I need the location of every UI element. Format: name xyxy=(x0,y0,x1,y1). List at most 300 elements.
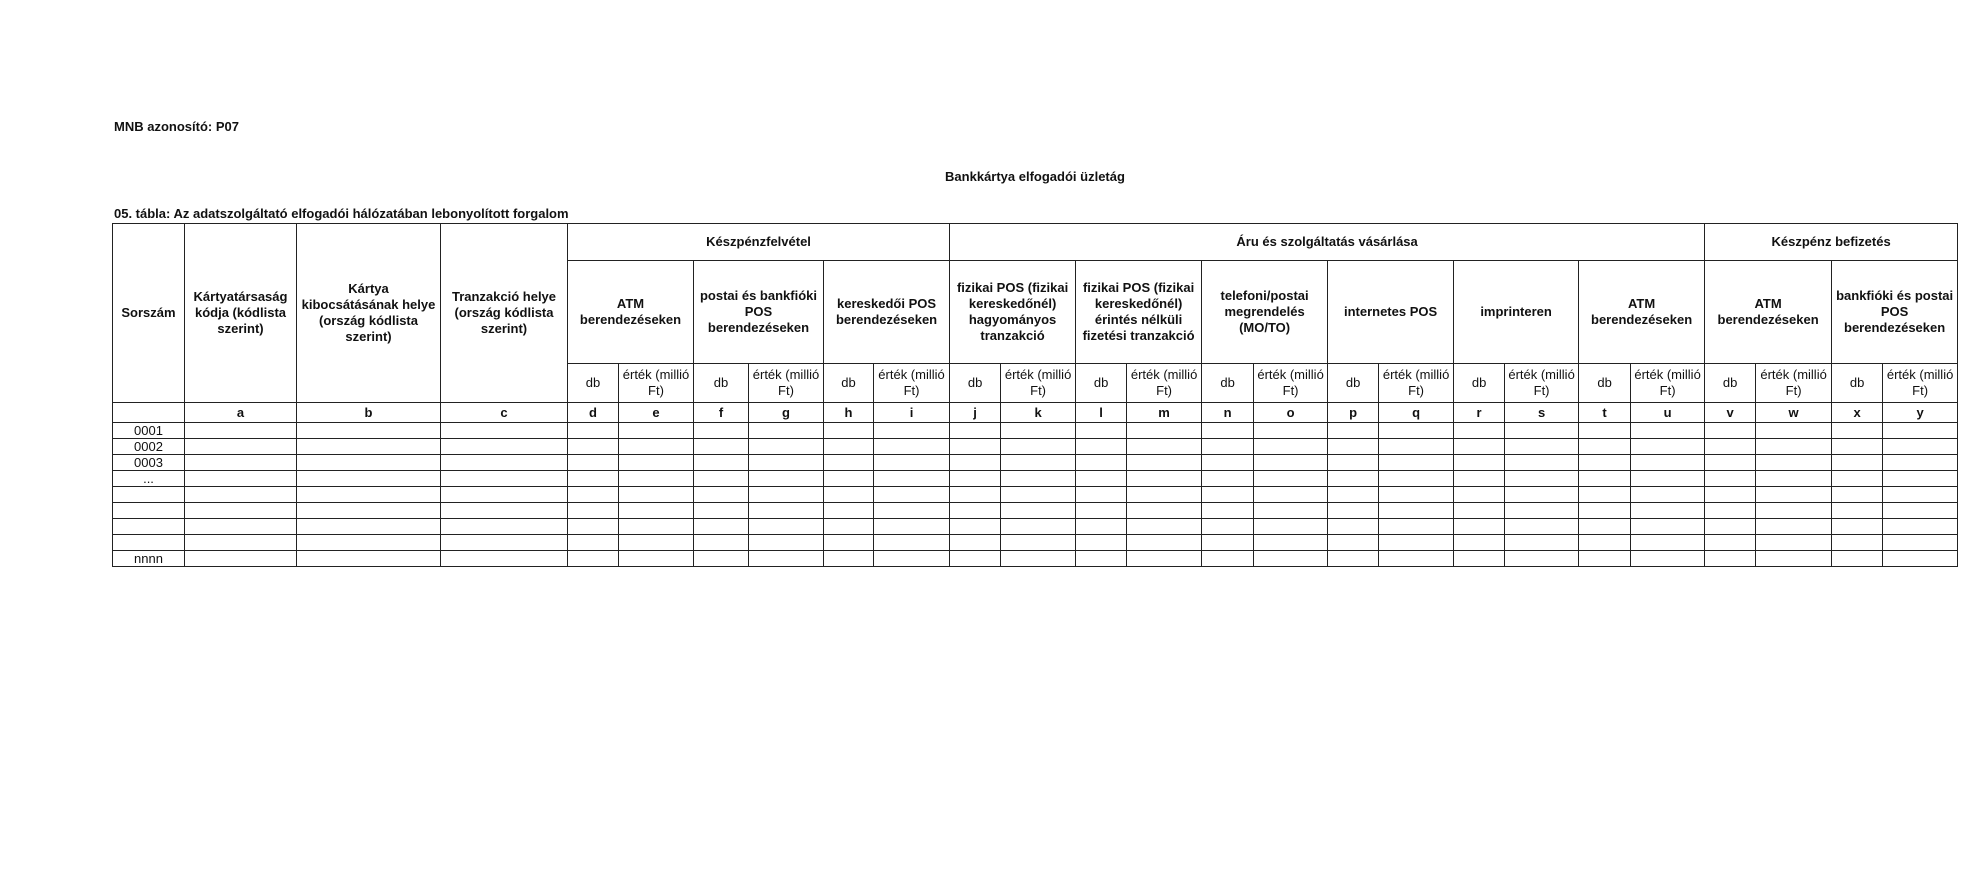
table-cell[interactable] xyxy=(1883,423,1958,439)
table-cell[interactable] xyxy=(1579,535,1631,551)
table-cell[interactable] xyxy=(874,471,950,487)
table-cell[interactable] xyxy=(1505,423,1579,439)
table-cell[interactable] xyxy=(568,439,619,455)
data-table xyxy=(112,223,1958,567)
mnb-identifier: MNB azonosító: P07 xyxy=(114,119,239,134)
table-cell[interactable] xyxy=(749,535,824,551)
table-cell[interactable] xyxy=(1001,487,1076,503)
table-cell[interactable] xyxy=(1631,519,1705,535)
col-letter: a xyxy=(185,403,297,423)
table-row xyxy=(113,439,1958,455)
table-cell[interactable] xyxy=(1832,519,1883,535)
table-cell[interactable] xyxy=(441,519,568,535)
row-number: 0002 xyxy=(113,439,185,455)
measure-value-header: érték (millió Ft) xyxy=(619,364,694,403)
table-cell[interactable] xyxy=(1883,455,1958,471)
table-caption: 05. tábla: Az adatszolgáltató elfogadói hálózatában lebonyolított forgalom xyxy=(114,206,569,221)
table-cell[interactable] xyxy=(1756,471,1832,487)
table-cell[interactable] xyxy=(1505,503,1579,519)
table-cell[interactable] xyxy=(1756,455,1832,471)
table-cell[interactable] xyxy=(694,423,749,439)
table-cell[interactable] xyxy=(619,519,694,535)
table-cell[interactable] xyxy=(619,551,694,567)
table-row xyxy=(113,503,1958,519)
subgroup-header: internetes POS xyxy=(1328,261,1454,364)
table-cell[interactable] xyxy=(1127,423,1202,439)
table-cell[interactable] xyxy=(824,439,874,455)
table-cell[interactable] xyxy=(694,519,749,535)
measure-count-header: db xyxy=(824,364,874,403)
measure-value-header: érték (millió Ft) xyxy=(1505,364,1579,403)
measure-count-header: db xyxy=(1328,364,1379,403)
table-cell[interactable] xyxy=(1127,455,1202,471)
col-letter: k xyxy=(1001,403,1076,423)
table-cell[interactable] xyxy=(1832,455,1883,471)
table-cell[interactable] xyxy=(1705,487,1756,503)
table-cell[interactable] xyxy=(441,503,568,519)
subgroup-header: telefoni/postai megrendelés (MO/TO) xyxy=(1202,261,1328,364)
table-cell[interactable] xyxy=(1254,439,1328,455)
table-cell[interactable] xyxy=(441,471,568,487)
table-cell[interactable] xyxy=(185,439,297,455)
table-cell[interactable] xyxy=(1883,503,1958,519)
table-cell[interactable] xyxy=(1202,471,1254,487)
table-cell[interactable] xyxy=(749,423,824,439)
table-cell[interactable] xyxy=(1379,503,1454,519)
table-cell[interactable] xyxy=(874,423,950,439)
table-cell[interactable] xyxy=(1883,535,1958,551)
table-cell[interactable] xyxy=(1328,487,1379,503)
table-cell[interactable] xyxy=(1076,423,1127,439)
table-cell[interactable] xyxy=(1379,455,1454,471)
row-number xyxy=(113,519,185,535)
measure-value-header: érték (millió Ft) xyxy=(1254,364,1328,403)
measure-count-header: db xyxy=(568,364,619,403)
table-cell[interactable] xyxy=(1001,439,1076,455)
measure-value-header: érték (millió Ft) xyxy=(1379,364,1454,403)
table-cell[interactable] xyxy=(1631,471,1705,487)
table-row xyxy=(113,471,1958,487)
table-cell[interactable] xyxy=(694,503,749,519)
table-cell[interactable] xyxy=(1254,535,1328,551)
col-letter: w xyxy=(1756,403,1832,423)
table-cell[interactable] xyxy=(1756,423,1832,439)
table-cell[interactable] xyxy=(619,503,694,519)
table-cell[interactable] xyxy=(1579,503,1631,519)
table-cell[interactable] xyxy=(874,535,950,551)
col-letter: l xyxy=(1076,403,1127,423)
table-cell[interactable] xyxy=(1254,455,1328,471)
table-cell[interactable] xyxy=(1705,503,1756,519)
table-cell[interactable] xyxy=(950,551,1001,567)
table-cell[interactable] xyxy=(694,487,749,503)
table-cell[interactable] xyxy=(1076,487,1127,503)
table-cell[interactable] xyxy=(1505,535,1579,551)
table-cell[interactable] xyxy=(1328,423,1379,439)
table-cell[interactable] xyxy=(1705,551,1756,567)
row-number: 0003 xyxy=(113,455,185,471)
table-cell[interactable] xyxy=(1705,423,1756,439)
table-cell[interactable] xyxy=(185,471,297,487)
table-cell[interactable] xyxy=(950,455,1001,471)
table-cell[interactable] xyxy=(568,455,619,471)
table-cell[interactable] xyxy=(1076,551,1127,567)
table-cell[interactable] xyxy=(1631,551,1705,567)
table-cell[interactable] xyxy=(824,551,874,567)
table-cell[interactable] xyxy=(619,455,694,471)
table-cell[interactable] xyxy=(1631,487,1705,503)
table-cell[interactable] xyxy=(619,487,694,503)
table-cell[interactable] xyxy=(185,551,297,567)
table-cell[interactable] xyxy=(749,439,824,455)
col-header-transaction-place: Tranzakció helye (ország kódlista szerint) xyxy=(441,224,568,403)
table-cell[interactable] xyxy=(297,423,441,439)
table-cell[interactable] xyxy=(1127,487,1202,503)
col-letter: e xyxy=(619,403,694,423)
table-cell[interactable] xyxy=(297,551,441,567)
col-letter: j xyxy=(950,403,1001,423)
table-cell[interactable] xyxy=(297,535,441,551)
table-cell[interactable] xyxy=(1254,471,1328,487)
table-cell[interactable] xyxy=(1379,535,1454,551)
table-row xyxy=(113,455,1958,471)
group-header-cash-deposit: Készpénz befizetés xyxy=(1705,224,1958,261)
table-cell[interactable] xyxy=(1505,487,1579,503)
table-cell[interactable] xyxy=(1254,551,1328,567)
col-letter: g xyxy=(749,403,824,423)
table-cell[interactable] xyxy=(1454,455,1505,471)
measure-value-header: érték (millió Ft) xyxy=(874,364,950,403)
table-cell[interactable] xyxy=(619,423,694,439)
table-cell[interactable] xyxy=(1328,471,1379,487)
col-letter: o xyxy=(1254,403,1328,423)
table-cell[interactable] xyxy=(1379,471,1454,487)
table-cell[interactable] xyxy=(1505,471,1579,487)
table-cell[interactable] xyxy=(1328,519,1379,535)
table-cell[interactable] xyxy=(1631,423,1705,439)
table-cell[interactable] xyxy=(1705,439,1756,455)
table-cell[interactable] xyxy=(874,503,950,519)
table-cell[interactable] xyxy=(1202,535,1254,551)
table-cell[interactable] xyxy=(749,503,824,519)
subgroup-header: fizikai POS (fizikai kereskedőnél) érintés nélküli fizetési tranzakció xyxy=(1076,261,1202,364)
table-cell[interactable] xyxy=(1202,423,1254,439)
table-cell[interactable] xyxy=(297,455,441,471)
table-cell[interactable] xyxy=(568,535,619,551)
table-cell[interactable] xyxy=(185,519,297,535)
table-cell[interactable] xyxy=(1328,535,1379,551)
table-cell[interactable] xyxy=(1579,519,1631,535)
col-letter: p xyxy=(1328,403,1379,423)
col-letter: r xyxy=(1454,403,1505,423)
table-cell[interactable] xyxy=(619,439,694,455)
col-letter: f xyxy=(694,403,749,423)
table-cell[interactable] xyxy=(1756,535,1832,551)
table-cell[interactable] xyxy=(1832,439,1883,455)
table-cell[interactable] xyxy=(1883,471,1958,487)
table-cell[interactable] xyxy=(1579,423,1631,439)
table-cell[interactable] xyxy=(694,551,749,567)
subgroup-header: ATM berendezéseken xyxy=(568,261,694,364)
table-cell[interactable] xyxy=(874,519,950,535)
table-cell[interactable] xyxy=(1254,487,1328,503)
measure-count-header: db xyxy=(1076,364,1127,403)
table-cell[interactable] xyxy=(1579,471,1631,487)
table-cell[interactable] xyxy=(1379,519,1454,535)
table-cell[interactable] xyxy=(950,439,1001,455)
table-cell[interactable] xyxy=(1001,551,1076,567)
table-cell[interactable] xyxy=(297,439,441,455)
table-cell[interactable] xyxy=(185,535,297,551)
table-cell[interactable] xyxy=(1379,551,1454,567)
measure-count-header: db xyxy=(1579,364,1631,403)
table-cell[interactable] xyxy=(1505,519,1579,535)
table-cell[interactable] xyxy=(1579,551,1631,567)
table-cell[interactable] xyxy=(1076,455,1127,471)
table-cell[interactable] xyxy=(1579,455,1631,471)
table-cell[interactable] xyxy=(1328,455,1379,471)
table-cell[interactable] xyxy=(1127,439,1202,455)
measure-value-header: érték (millió Ft) xyxy=(1631,364,1705,403)
measure-count-header: db xyxy=(1454,364,1505,403)
table-cell[interactable] xyxy=(824,471,874,487)
table-cell[interactable] xyxy=(1001,455,1076,471)
table-cell[interactable] xyxy=(185,503,297,519)
row-number xyxy=(113,535,185,551)
table-cell[interactable] xyxy=(1454,551,1505,567)
table-cell[interactable] xyxy=(1756,551,1832,567)
col-letter: q xyxy=(1379,403,1454,423)
table-cell[interactable] xyxy=(694,535,749,551)
col-letter: t xyxy=(1579,403,1631,423)
table-cell[interactable] xyxy=(1202,439,1254,455)
table-cell[interactable] xyxy=(1328,551,1379,567)
table-cell[interactable] xyxy=(1454,439,1505,455)
table-cell[interactable] xyxy=(1328,439,1379,455)
col-letter: m xyxy=(1127,403,1202,423)
report-title: Bankkártya elfogadói üzletág xyxy=(945,169,1125,184)
table-cell[interactable] xyxy=(185,455,297,471)
table-cell[interactable] xyxy=(619,471,694,487)
table-cell[interactable] xyxy=(1254,519,1328,535)
table-cell[interactable] xyxy=(1001,471,1076,487)
col-letter: s xyxy=(1505,403,1579,423)
table-cell[interactable] xyxy=(1202,551,1254,567)
table-cell[interactable] xyxy=(694,439,749,455)
table-row xyxy=(113,535,1958,551)
group-header-cash-withdrawal: Készpénzfelvétel xyxy=(568,224,950,261)
table-cell[interactable] xyxy=(1832,471,1883,487)
table-cell[interactable] xyxy=(568,551,619,567)
table-cell[interactable] xyxy=(950,535,1001,551)
table-cell[interactable] xyxy=(1379,487,1454,503)
measure-count-header: db xyxy=(1832,364,1883,403)
table-cell[interactable] xyxy=(950,503,1001,519)
col-letter: d xyxy=(568,403,619,423)
table-cell[interactable] xyxy=(694,471,749,487)
table-cell[interactable] xyxy=(1127,535,1202,551)
table-cell[interactable] xyxy=(1076,471,1127,487)
table-cell[interactable] xyxy=(1756,487,1832,503)
table-cell[interactable] xyxy=(1001,503,1076,519)
table-cell[interactable] xyxy=(950,471,1001,487)
table-cell[interactable] xyxy=(824,487,874,503)
table-cell[interactable] xyxy=(749,487,824,503)
table-cell[interactable] xyxy=(1076,519,1127,535)
table-cell[interactable] xyxy=(874,487,950,503)
table-cell[interactable] xyxy=(824,535,874,551)
table-cell[interactable] xyxy=(950,519,1001,535)
table-cell[interactable] xyxy=(1454,519,1505,535)
table-cell[interactable] xyxy=(1127,471,1202,487)
table-cell[interactable] xyxy=(1631,455,1705,471)
col-header-card-company-code: Kártyatársaság kódja (kódlista szerint) xyxy=(185,224,297,403)
table-cell[interactable] xyxy=(1705,471,1756,487)
table-cell[interactable] xyxy=(441,455,568,471)
table-cell[interactable] xyxy=(1202,487,1254,503)
table-cell[interactable] xyxy=(1202,455,1254,471)
table-cell[interactable] xyxy=(441,439,568,455)
measure-value-header: érték (millió Ft) xyxy=(1127,364,1202,403)
table-cell[interactable] xyxy=(1001,535,1076,551)
table-cell[interactable] xyxy=(568,519,619,535)
table-cell[interactable] xyxy=(1883,487,1958,503)
table-cell[interactable] xyxy=(568,503,619,519)
table-cell[interactable] xyxy=(441,551,568,567)
col-letter: y xyxy=(1883,403,1958,423)
table-cell[interactable] xyxy=(441,423,568,439)
table-cell[interactable] xyxy=(749,551,824,567)
col-letter: n xyxy=(1202,403,1254,423)
row-number xyxy=(113,503,185,519)
table-cell[interactable] xyxy=(824,519,874,535)
table-cell[interactable] xyxy=(1127,503,1202,519)
table-cell[interactable] xyxy=(568,423,619,439)
table-cell[interactable] xyxy=(1328,503,1379,519)
subgroup-header: fizikai POS (fizikai kereskedőnél) hagyományos tranzakció xyxy=(950,261,1076,364)
table-cell[interactable] xyxy=(824,423,874,439)
table-cell[interactable] xyxy=(1254,423,1328,439)
table-cell[interactable] xyxy=(568,471,619,487)
table-cell[interactable] xyxy=(1254,503,1328,519)
table-cell[interactable] xyxy=(874,551,950,567)
measure-value-header: érték (millió Ft) xyxy=(1756,364,1832,403)
table-cell[interactable] xyxy=(1454,487,1505,503)
table-cell[interactable] xyxy=(1832,535,1883,551)
table-cell[interactable] xyxy=(1883,551,1958,567)
table-cell[interactable] xyxy=(297,503,441,519)
table-cell[interactable] xyxy=(185,487,297,503)
table-cell[interactable] xyxy=(1579,439,1631,455)
table-cell[interactable] xyxy=(1631,439,1705,455)
col-letter: c xyxy=(441,403,568,423)
table-cell[interactable] xyxy=(950,487,1001,503)
table-cell[interactable] xyxy=(1379,439,1454,455)
table-cell[interactable] xyxy=(1202,503,1254,519)
table-cell[interactable] xyxy=(619,535,694,551)
table-cell[interactable] xyxy=(694,455,749,471)
table-cell[interactable] xyxy=(1832,487,1883,503)
subgroup-header: imprinteren xyxy=(1454,261,1579,364)
table-cell[interactable] xyxy=(749,455,824,471)
subgroup-header: ATM berendezéseken xyxy=(1579,261,1705,364)
table-cell[interactable] xyxy=(1505,455,1579,471)
col-letter: u xyxy=(1631,403,1705,423)
table-cell[interactable] xyxy=(1883,519,1958,535)
subgroup-header: ATM berendezéseken xyxy=(1705,261,1832,364)
col-letter: v xyxy=(1705,403,1756,423)
table-cell[interactable] xyxy=(1756,503,1832,519)
table-cell[interactable] xyxy=(568,487,619,503)
table-cell[interactable] xyxy=(1454,535,1505,551)
col-letter: h xyxy=(824,403,874,423)
table-cell[interactable] xyxy=(297,519,441,535)
table-cell[interactable] xyxy=(1076,439,1127,455)
table-cell[interactable] xyxy=(1832,423,1883,439)
table-cell[interactable] xyxy=(1001,519,1076,535)
table-cell[interactable] xyxy=(1832,551,1883,567)
table-cell[interactable] xyxy=(185,423,297,439)
table-cell[interactable] xyxy=(1505,439,1579,455)
table-cell[interactable] xyxy=(1076,535,1127,551)
table-cell[interactable] xyxy=(1832,503,1883,519)
table-cell[interactable] xyxy=(1883,439,1958,455)
row-number: ... xyxy=(113,471,185,487)
table-cell[interactable] xyxy=(1505,551,1579,567)
table-cell[interactable] xyxy=(749,471,824,487)
table-cell[interactable] xyxy=(441,487,568,503)
group-header-purchases: Áru és szolgáltatás vásárlása xyxy=(950,224,1705,261)
table-cell[interactable] xyxy=(1001,423,1076,439)
table-cell[interactable] xyxy=(441,535,568,551)
table-cell[interactable] xyxy=(1076,503,1127,519)
table-cell[interactable] xyxy=(1756,519,1832,535)
table-cell[interactable] xyxy=(1705,455,1756,471)
table-cell[interactable] xyxy=(950,423,1001,439)
table-cell[interactable] xyxy=(1454,423,1505,439)
table-cell[interactable] xyxy=(1127,551,1202,567)
row-number: 0001 xyxy=(113,423,185,439)
table-cell[interactable] xyxy=(297,487,441,503)
table-row xyxy=(113,487,1958,503)
table-cell[interactable] xyxy=(1705,519,1756,535)
table-cell[interactable] xyxy=(1127,519,1202,535)
col-letter: i xyxy=(874,403,950,423)
row-number: nnnn xyxy=(113,551,185,567)
table-cell[interactable] xyxy=(297,471,441,487)
row-number xyxy=(113,487,185,503)
table-cell[interactable] xyxy=(1579,487,1631,503)
table-cell[interactable] xyxy=(1379,423,1454,439)
table-cell[interactable] xyxy=(1202,519,1254,535)
table-cell[interactable] xyxy=(1631,503,1705,519)
table-cell[interactable] xyxy=(1631,535,1705,551)
table-cell[interactable] xyxy=(874,455,950,471)
table-row xyxy=(113,551,1958,567)
table-cell[interactable] xyxy=(1454,503,1505,519)
col-letter-blank xyxy=(113,403,185,423)
table-cell[interactable] xyxy=(1756,439,1832,455)
table-cell[interactable] xyxy=(1454,471,1505,487)
table-row xyxy=(113,423,1958,439)
table-cell[interactable] xyxy=(874,439,950,455)
table-cell[interactable] xyxy=(749,519,824,535)
table-cell[interactable] xyxy=(824,503,874,519)
table-cell[interactable] xyxy=(1705,535,1756,551)
col-letter: b xyxy=(297,403,441,423)
table-cell[interactable] xyxy=(824,455,874,471)
subgroup-header: postai és bankfióki POS berendezéseken xyxy=(694,261,824,364)
